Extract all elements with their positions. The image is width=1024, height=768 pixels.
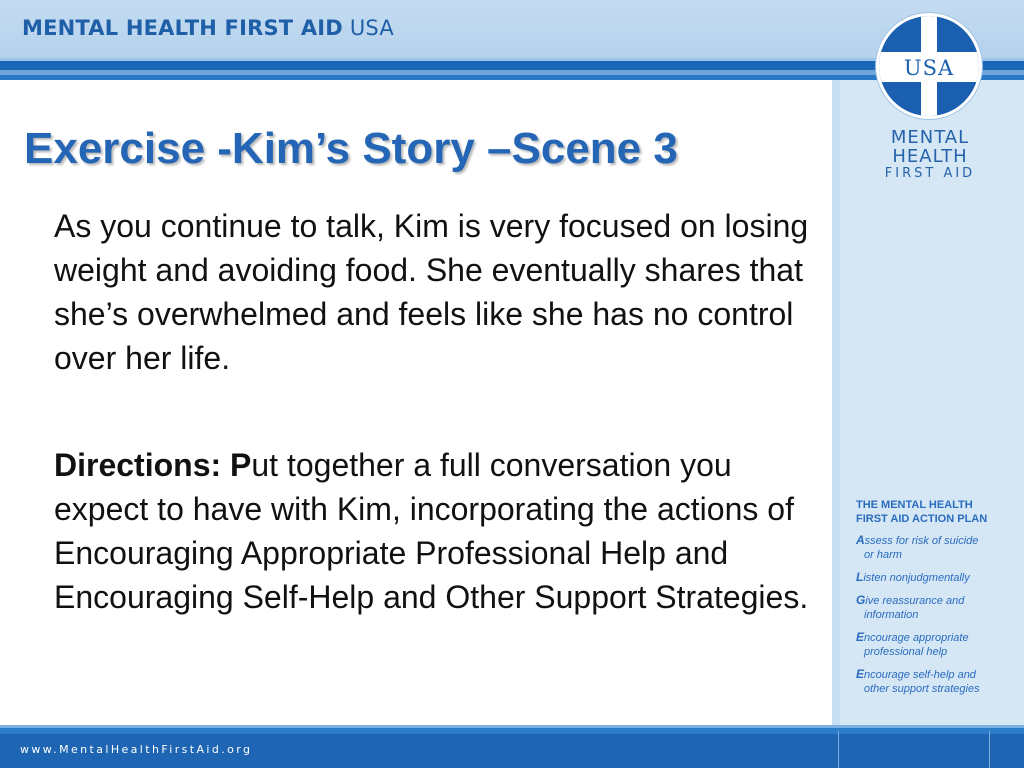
action-plan-heading [856, 498, 1016, 526]
action-text-cont: information [864, 609, 919, 621]
action-plan [856, 498, 1016, 704]
action-plan-heading-line-1: THE MENTAL HEALTH [856, 499, 973, 511]
brand-title-light: USA [349, 16, 394, 40]
footer-url-prefix: www.Mental [20, 743, 111, 756]
footer-url [20, 743, 252, 756]
action-text: isten nonjudgmentally [863, 572, 970, 584]
action-letter: E [856, 630, 865, 644]
action-text-cont: or harm [864, 549, 902, 561]
directions-paragraph [54, 443, 814, 619]
mhfa-logo-icon [876, 13, 982, 119]
action-plan-heading-line-2: FIRST AID ACTION PLAN [856, 513, 988, 525]
action-plan-item [856, 570, 1016, 585]
action-letter: A [856, 533, 865, 547]
scenario-paragraph: As you continue to talk, Kim is very focused on losing weight and avoiding food. She eventually shares that she’s overwhelmed and feels like she has no control over her life. [54, 208, 809, 376]
slide-title: Exercise -Kim’s Story –Scene 3 [24, 124, 678, 173]
action-text-cont: other support strategies [864, 683, 980, 695]
directions-label: Directions: P [54, 447, 252, 483]
brand-title [22, 16, 394, 40]
action-text: ive reassurance and [865, 595, 965, 607]
logo-wordmark [872, 128, 988, 181]
action-plan-item [856, 533, 1016, 562]
action-plan-item [856, 630, 1016, 659]
action-text: ssess for risk of suicide [864, 535, 979, 547]
action-text: ncourage self-help and [864, 669, 976, 681]
brand-title-bold: MENTAL HEALTH FIRST AID [22, 16, 343, 40]
footer-url-suffix: Aid.org [196, 743, 253, 756]
action-text-cont: professional help [864, 646, 948, 658]
header-stripe [0, 58, 1024, 80]
logo-line-3: FIRST AID [884, 166, 976, 181]
action-plan-item [856, 667, 1016, 696]
action-text: ncourage appropriate [864, 632, 969, 644]
directions-text: ut together a full conversation you expect to have with Kim, incorporating the actions of Encouraging Appropriate Professional Help and Encouraging Self-Help and Other Support Strategies. [54, 447, 809, 615]
logo-line-2: HEALTH [892, 146, 968, 167]
footer-url-bold: HealthFirst [110, 743, 197, 756]
footer-sidebar-block [838, 731, 990, 768]
logo-ring [879, 16, 979, 116]
action-plan-item [856, 593, 1016, 622]
logo-line-1: MENTAL [890, 127, 970, 148]
action-letter: E [856, 667, 865, 681]
logo-badge-text: USA [903, 56, 955, 80]
action-letter: L [856, 570, 864, 584]
action-letter: G [856, 593, 866, 607]
